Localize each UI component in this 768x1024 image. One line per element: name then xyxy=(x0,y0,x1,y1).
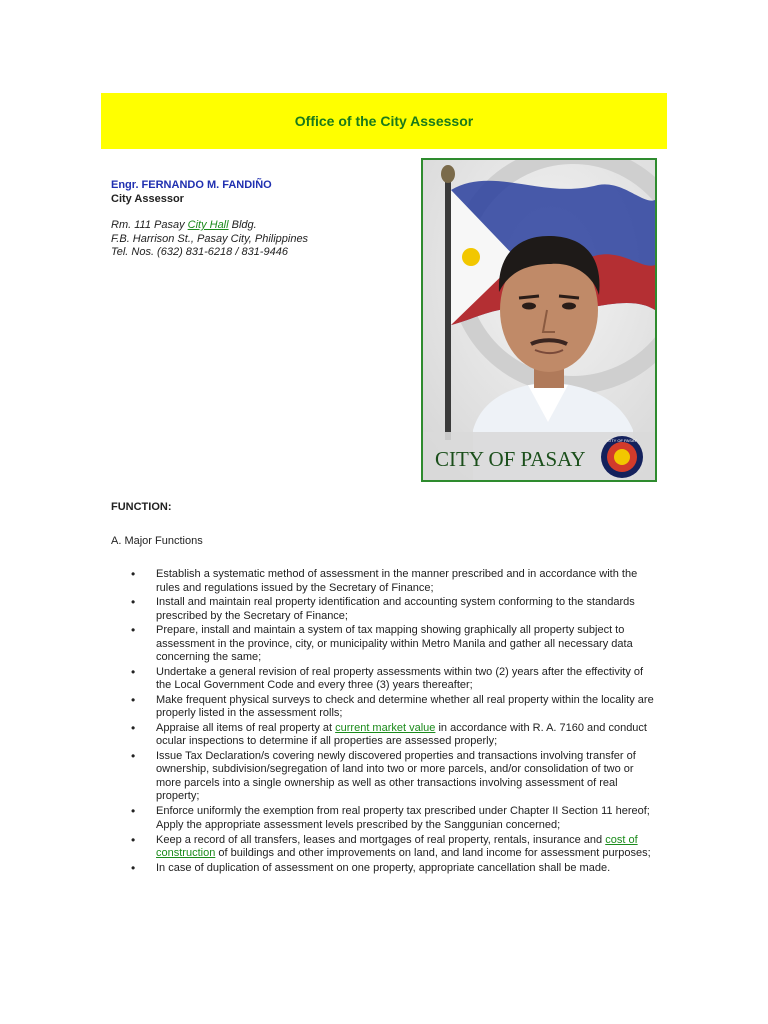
portrait-illustration xyxy=(423,160,655,480)
list-item: • Prepare, install and maintain a system of tax mapping showing graphically all property subject to assessment in the province, city, or municipality within Metro Manila and gather all necessary data concerning the same; xyxy=(111,624,659,665)
major-functions-heading: A. Major Functions xyxy=(111,535,203,547)
list-item: • Undertake a general revision of real property assessments within two (2) years after the effectivity of the Local Government Code and every three (3) years thereafter; xyxy=(111,666,659,693)
list-item-text: of buildings and other improvements on land, and land income for assessment purposes; xyxy=(215,847,651,859)
list-item: • Establish a systematic method of assessment in the manner prescribed and in accordance with the rules and regulations issued by the Secretary of Finance; xyxy=(111,568,659,595)
address-line-1-start: Rm. 111 Pasay xyxy=(111,219,188,231)
page-title: Office of the City Assessor xyxy=(294,113,474,129)
list-item: • Install and maintain real property identification and accounting system conforming to the standards prescribed by the Secretary of Finance; xyxy=(111,596,659,623)
list-item: • Enforce uniformly the exemption from real property tax prescribed under Chapter II Section 11 hereof; xyxy=(111,805,659,819)
seal-text: CITY OF PASAY xyxy=(607,438,637,443)
function-heading: FUNCTION: xyxy=(111,501,172,513)
assessor-role: City Assessor xyxy=(111,192,184,205)
list-item: • Issue Tax Declaration/s covering newly discovered properties and transactions involving transfer of ownership, subdivision/segregation of land into two or more parcels, and/or consolidation of two or more parcels into a single ownership as well as other transactions involving assessment of real property; xyxy=(111,750,659,804)
list-item-continuation: Apply the appropriate assessment levels prescribed by the Sanggunian concerned; xyxy=(156,819,561,831)
list-item-text: Appraise all items of real property at xyxy=(156,721,336,734)
address-line-1-end: Bldg. xyxy=(228,219,257,231)
current-market-value-link[interactable]: current market value xyxy=(335,721,436,734)
city-hall-link[interactable]: City Hall xyxy=(187,219,229,231)
title-banner xyxy=(101,93,667,149)
phone-numbers: Tel. Nos. (632) 831-6218 / 831-9446 xyxy=(111,246,288,258)
functions-list xyxy=(111,568,659,876)
list-item: • In case of duplication of assessment on one property, appropriate cancellation shall be made. xyxy=(111,862,659,876)
list-item-text: in accordance with R. A. 7160 and conduct ocular inspections to determine if all properties are assessed properly; xyxy=(156,721,647,747)
address-line-1 xyxy=(111,219,308,233)
assessor-name: Engr. FERNANDO M. FANDIÑO xyxy=(111,179,272,191)
cost-of-construction-link[interactable]: cost of construction xyxy=(156,833,638,859)
list-item xyxy=(111,722,659,749)
list-item-text: Keep a record of all transfers, leases and mortgages of real property, rentals, insurance and xyxy=(156,833,606,846)
contact-block xyxy=(111,179,308,260)
photo-banner-text: CITY OF PASAY xyxy=(435,447,586,471)
list-item: • Make frequent physical surveys to check and determine whether all real property within the locality are properly listed in the assessment rolls; xyxy=(111,694,659,721)
assessor-photo xyxy=(421,158,657,482)
address-line-2: F.B. Harrison St., Pasay City, Philippines xyxy=(111,232,309,245)
list-item xyxy=(111,834,659,861)
address-block xyxy=(111,219,308,260)
